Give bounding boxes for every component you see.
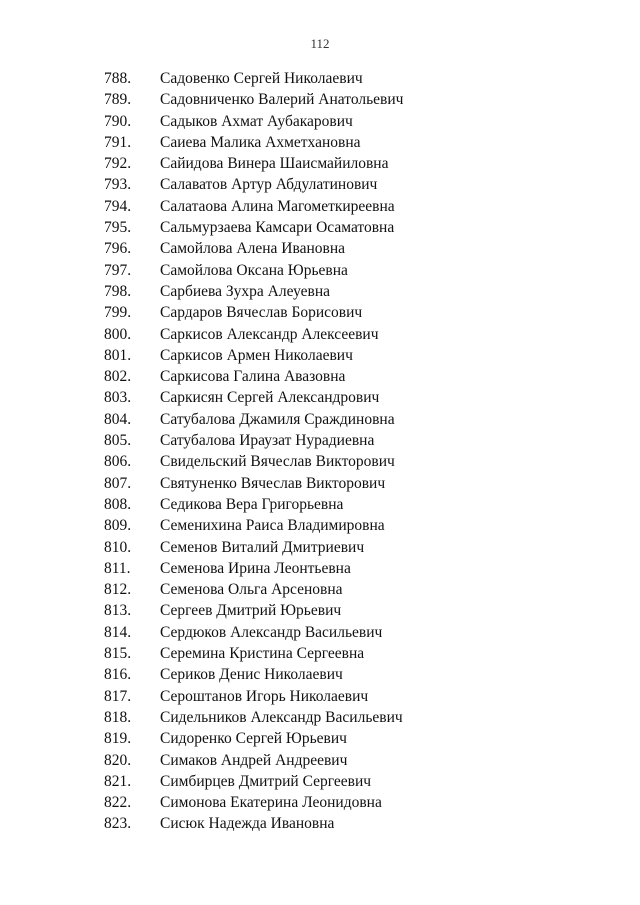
entry-number: 811.: [104, 559, 131, 577]
list-item: [0, 217, 560, 238]
entry-name: Сероштанов Игорь Николаевич: [160, 687, 369, 705]
list-item: [0, 132, 560, 153]
list-item: [0, 111, 560, 132]
list-item: [0, 238, 560, 259]
list-item: [0, 579, 560, 600]
list-item: [0, 558, 560, 579]
list-item: [0, 89, 560, 110]
list-item: [0, 387, 560, 408]
entry-name: Седикова Вера Григорьевна: [160, 495, 344, 513]
list-item: [0, 302, 560, 323]
entry-number: 801.: [104, 346, 132, 364]
entry-name: Саркисов Александр Алексеевич: [160, 325, 379, 343]
entry-name: Саиева Малика Ахметхановна: [160, 133, 361, 151]
entry-number: 815.: [104, 645, 132, 663]
entry-number: 806.: [104, 453, 132, 471]
list-item: [0, 771, 560, 792]
entry-name: Садовниченко Валерий Анатольевич: [160, 91, 404, 109]
entry-number: 803.: [104, 389, 132, 407]
entry-number: 821.: [104, 772, 132, 790]
entry-number: 793.: [104, 176, 132, 194]
list-item: [0, 750, 560, 771]
entry-number: 788.: [104, 70, 132, 87]
entry-name: Садовенко Сергей Николаевич: [160, 70, 363, 87]
list-item: [0, 196, 560, 217]
entry-number: 796.: [104, 240, 132, 258]
entry-name: Саркисов Армен Николаевич: [160, 346, 353, 364]
entry-name: Салаватов Артур Абдулатинович: [160, 176, 378, 194]
entry-name: Сидельников Александр Васильевич: [160, 708, 403, 726]
entry-number: 818.: [104, 708, 132, 726]
entry-name: Семенов Виталий Дмитриевич: [160, 538, 365, 556]
list-item: [0, 792, 560, 813]
list-item: [0, 430, 560, 451]
list-item: [0, 813, 560, 834]
list-item: [0, 664, 560, 685]
entry-number: 798.: [104, 282, 132, 300]
entry-name: Симаков Андрей Андреевич: [160, 751, 348, 769]
entry-number: 819.: [104, 730, 132, 748]
entry-name: Серемина Кристина Сергеевна: [160, 645, 365, 663]
entry-number: 797.: [104, 261, 132, 279]
entry-name: Симбирцев Дмитрий Сергеевич: [160, 772, 372, 790]
entry-name: Семенова Ирина Леонтьевна: [160, 559, 351, 577]
list-item: [0, 345, 560, 366]
entry-name: Святуненко Вячеслав Викторович: [160, 474, 386, 492]
entry-name: Сардаров Вячеслав Борисович: [160, 304, 363, 322]
list-item: [0, 707, 560, 728]
entry-number: 820.: [104, 751, 132, 769]
entry-name: Сайидова Винера Шаисмайиловна: [160, 155, 389, 173]
list-item: [0, 473, 560, 494]
entry-name: Свидельский Вячеслав Викторович: [160, 453, 395, 471]
list-item: [0, 728, 560, 749]
entry-number: 805.: [104, 432, 132, 450]
page-number: 112: [310, 36, 330, 51]
entry-name: Сатубалова Ираузат Нурадиевна: [160, 432, 375, 450]
entry-number: 794.: [104, 197, 132, 215]
entry-number: 816.: [104, 666, 132, 684]
entry-name: Симонова Екатерина Леонидовна: [160, 794, 382, 812]
list-item: [0, 409, 560, 430]
entry-name: Сарбиева Зухра Алеуевна: [160, 282, 331, 300]
entry-name: Семенова Ольга Арсеновна: [160, 581, 343, 599]
entry-number: 790.: [104, 112, 132, 130]
entry-number: 812.: [104, 581, 132, 599]
entry-name: Сидоренко Сергей Юрьевич: [160, 730, 347, 748]
list-item: [0, 68, 560, 89]
name-list: [0, 68, 560, 835]
entry-number: 791.: [104, 133, 132, 151]
entry-number: 813.: [104, 602, 132, 620]
entry-number: 810.: [104, 538, 132, 556]
entry-name: Сисюк Надежда Ивановна: [160, 815, 335, 833]
entry-number: 822.: [104, 794, 132, 812]
entry-name: Сериков Денис Николаевич: [160, 666, 343, 684]
list-item: [0, 537, 560, 558]
list-item: [0, 153, 560, 174]
list-item: [0, 324, 560, 345]
list-item: [0, 686, 560, 707]
entry-name: Сатубалова Джамиля Сраждиновна: [160, 410, 395, 428]
entry-number: 799.: [104, 304, 132, 322]
list-item: [0, 174, 560, 195]
entry-number: 817.: [104, 687, 132, 705]
list-item: [0, 451, 560, 472]
entry-number: 804.: [104, 410, 132, 428]
entry-name: Сердюков Александр Васильевич: [160, 623, 383, 641]
entry-number: 789.: [104, 91, 132, 109]
entry-name: Сальмурзаева Камсари Осаматовна: [160, 219, 395, 237]
entry-number: 823.: [104, 815, 132, 833]
entry-number: 800.: [104, 325, 132, 343]
entry-name: Саркисян Сергей Александрович: [160, 389, 380, 407]
entry-number: 809.: [104, 517, 132, 535]
entry-name: Салатаова Алина Магометкиреевна: [160, 197, 395, 215]
entry-name: Самойлова Оксана Юрьевна: [160, 261, 348, 279]
list-item: [0, 494, 560, 515]
list-item: [0, 622, 560, 643]
list-item: [0, 515, 560, 536]
list-item: [0, 643, 560, 664]
list-item: [0, 281, 560, 302]
list-item: [0, 366, 560, 387]
entry-name: Самойлова Алена Ивановна: [160, 240, 346, 258]
list-item: [0, 600, 560, 621]
entry-number: 795.: [104, 219, 132, 237]
entry-number: 814.: [104, 623, 132, 641]
entry-number: 792.: [104, 155, 132, 173]
entry-number: 808.: [104, 495, 132, 513]
entry-name: Семенихина Раиса Владимировна: [160, 517, 385, 535]
entry-number: 802.: [104, 368, 132, 386]
entry-name: Сергеев Дмитрий Юрьевич: [160, 602, 342, 620]
entry-name: Садыков Ахмат Аубакарович: [160, 112, 353, 130]
entry-name: Саркисова Галина Авазовна: [160, 368, 346, 386]
list-item: [0, 260, 560, 281]
entry-number: 807.: [104, 474, 132, 492]
